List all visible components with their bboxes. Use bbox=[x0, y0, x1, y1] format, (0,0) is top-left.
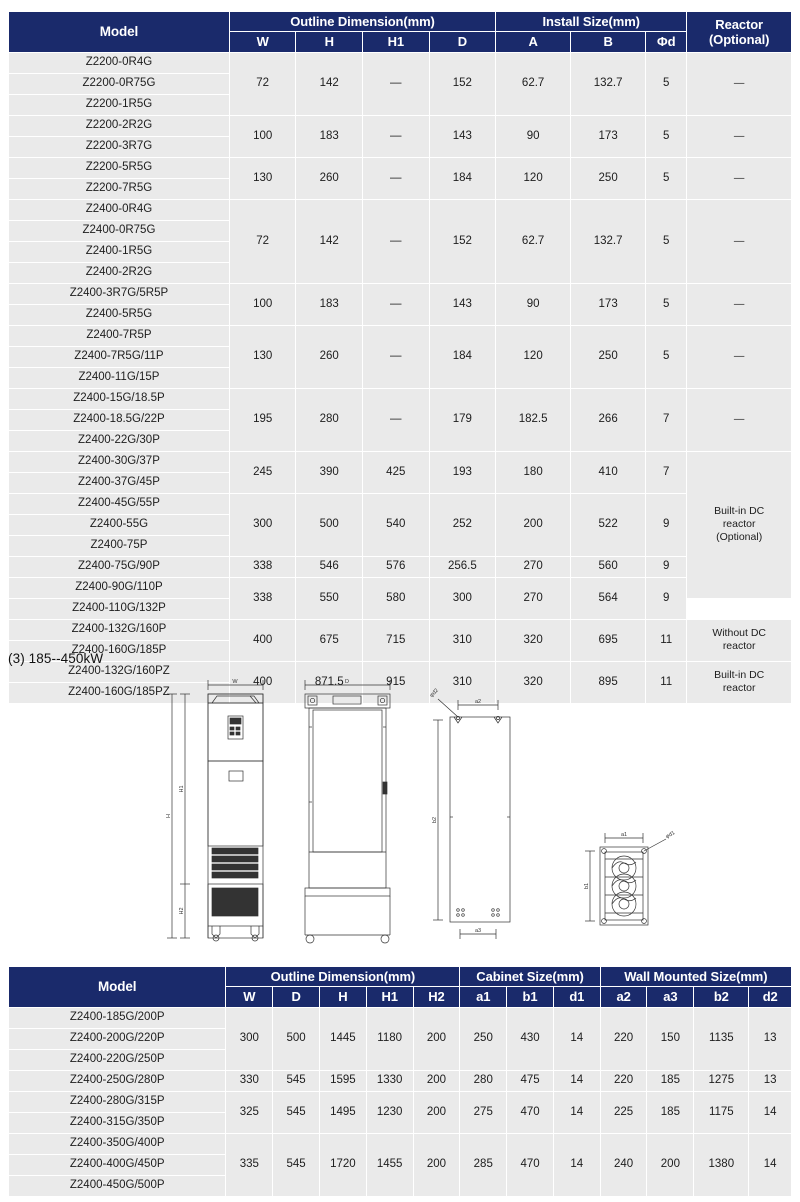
header-group-outline: Outline Dimension(mm) bbox=[226, 967, 459, 986]
cell-h: 280 bbox=[296, 389, 362, 451]
cell-h1: 715 bbox=[363, 620, 429, 661]
cell-model: Z2400-7R5G/11P bbox=[9, 347, 229, 367]
cell-model: Z2400-55G bbox=[9, 515, 229, 535]
cell-phid: 11 bbox=[646, 620, 686, 661]
cell-h1: — bbox=[363, 116, 429, 157]
cell-h: 675 bbox=[296, 620, 362, 661]
header-col-h1: H1 bbox=[367, 987, 413, 1006]
header-group-outline: Outline Dimension(mm) bbox=[230, 12, 495, 31]
cell-b2: 1380 bbox=[694, 1134, 748, 1196]
cell-phid: 5 bbox=[646, 284, 686, 325]
label-front-w: W bbox=[232, 679, 238, 685]
cell-h: 500 bbox=[296, 494, 362, 556]
cell-reactor: — bbox=[687, 200, 791, 283]
cell-b: 895 bbox=[571, 662, 645, 703]
cell-h1: 1330 bbox=[367, 1071, 413, 1091]
cell-model: Z2400-350G/400P bbox=[9, 1134, 225, 1154]
cell-reactor: — bbox=[687, 116, 791, 157]
header-col-d: D bbox=[273, 987, 319, 1006]
cell-d: 179 bbox=[430, 389, 496, 451]
cell-w: 335 bbox=[226, 1134, 272, 1196]
cell-h: 871.5 bbox=[296, 662, 362, 703]
cell-b: 266 bbox=[571, 389, 645, 451]
table-row bbox=[9, 1008, 791, 1028]
cell-phid: 5 bbox=[646, 200, 686, 283]
cell-w: 100 bbox=[230, 284, 296, 325]
mechanical-drawing bbox=[150, 672, 710, 960]
cell-a1: 250 bbox=[460, 1008, 506, 1070]
cell-b: 695 bbox=[571, 620, 645, 661]
table-row bbox=[9, 452, 791, 472]
cell-phid: 11 bbox=[646, 662, 686, 703]
label-front-h: H bbox=[166, 814, 172, 818]
cell-model: Z2400-11G/15P bbox=[9, 368, 229, 388]
cell-w: 245 bbox=[230, 452, 296, 493]
cell-phid: 5 bbox=[646, 116, 686, 157]
header-reactor bbox=[687, 12, 791, 52]
header-col-w: W bbox=[226, 987, 272, 1006]
cell-h: 1445 bbox=[320, 1008, 366, 1070]
cell-reactor-line: reactor bbox=[722, 640, 756, 653]
header-model: Model bbox=[9, 967, 225, 1007]
cell-b: 250 bbox=[571, 158, 645, 199]
cell-a2: 240 bbox=[601, 1134, 647, 1196]
cell-a: 180 bbox=[496, 452, 570, 493]
label-base-a1: a1 bbox=[620, 832, 628, 838]
cell-w: 338 bbox=[230, 557, 296, 577]
cell-d: 184 bbox=[430, 326, 496, 388]
cell-d1: 14 bbox=[554, 1008, 600, 1070]
cell-h: 183 bbox=[296, 116, 362, 157]
cell-d: 193 bbox=[430, 452, 496, 493]
label-wall-a2: a2 bbox=[474, 699, 482, 705]
header-col-h1: H1 bbox=[363, 32, 429, 51]
cell-model: Z2400-250G/280P bbox=[9, 1071, 225, 1091]
table-row bbox=[9, 389, 791, 409]
cell-d: 310 bbox=[430, 662, 496, 703]
header-col-h2: H2 bbox=[414, 987, 460, 1006]
cell-model: Z2400-1R5G bbox=[9, 242, 229, 262]
header-reactor-line2: (Optional) bbox=[708, 31, 770, 47]
cell-h1: — bbox=[363, 200, 429, 283]
table-row bbox=[9, 158, 791, 178]
cell-h: 1595 bbox=[320, 1071, 366, 1091]
cell-a: 270 bbox=[496, 578, 570, 619]
cell-d1: 14 bbox=[554, 1092, 600, 1133]
cell-w: 72 bbox=[230, 53, 296, 115]
cell-phid: 5 bbox=[646, 158, 686, 199]
cell-d: 252 bbox=[430, 494, 496, 556]
header-col-a2: a2 bbox=[601, 987, 647, 1006]
header-col-h: H bbox=[320, 987, 366, 1006]
table-head bbox=[9, 967, 791, 1007]
cell-h2: 200 bbox=[414, 1008, 460, 1070]
cell-reactor-line: reactor bbox=[722, 518, 756, 531]
cell-b: 410 bbox=[571, 452, 645, 493]
header-model: Model bbox=[9, 12, 229, 52]
header-col-d1: d1 bbox=[554, 987, 600, 1006]
table-row bbox=[9, 326, 791, 346]
cell-model: Z2400-185G/200P bbox=[9, 1008, 225, 1028]
cell-d2: 14 bbox=[749, 1092, 791, 1133]
cell-phid: 5 bbox=[646, 53, 686, 115]
cell-h1: 1230 bbox=[367, 1092, 413, 1133]
wall-mount-view bbox=[433, 699, 510, 939]
cell-model: Z2400-220G/250P bbox=[9, 1050, 225, 1070]
table-row bbox=[9, 578, 791, 598]
header-col-b: B bbox=[571, 32, 645, 51]
cell-reactor-line: Without DC bbox=[712, 627, 766, 640]
cell-phid: 9 bbox=[646, 578, 686, 619]
cell-w: 300 bbox=[230, 494, 296, 556]
label-base-d1: φd1 bbox=[664, 830, 677, 841]
header-col-a3: a3 bbox=[647, 987, 693, 1006]
cell-h: 260 bbox=[296, 326, 362, 388]
cell-d: 300 bbox=[430, 578, 496, 619]
table-head bbox=[9, 12, 791, 52]
table-row bbox=[9, 494, 791, 514]
cell-a2: 225 bbox=[601, 1092, 647, 1133]
cell-a: 270 bbox=[496, 557, 570, 577]
cell-b1: 475 bbox=[507, 1071, 553, 1091]
cell-b: 132.7 bbox=[571, 53, 645, 115]
cell-model: Z2400-110G/132P bbox=[9, 599, 229, 619]
cell-h: 1720 bbox=[320, 1134, 366, 1196]
cell-d: 545 bbox=[273, 1134, 319, 1196]
cell-model: Z2400-7R5P bbox=[9, 326, 229, 346]
cell-d1: 14 bbox=[554, 1071, 600, 1091]
cell-model: Z2400-400G/450P bbox=[9, 1155, 225, 1175]
cell-b: 522 bbox=[571, 494, 645, 556]
cell-a2: 220 bbox=[601, 1071, 647, 1091]
cell-w: 330 bbox=[226, 1071, 272, 1091]
cell-h1: — bbox=[363, 158, 429, 199]
table-row bbox=[9, 53, 791, 73]
cell-a1: 285 bbox=[460, 1134, 506, 1196]
cell-model: Z2400-160G/185PZ bbox=[9, 683, 229, 703]
dimension-table-lower bbox=[8, 966, 792, 1197]
header-col-d2: d2 bbox=[749, 987, 791, 1006]
cell-d: 152 bbox=[430, 53, 496, 115]
cell-a3: 185 bbox=[647, 1071, 693, 1091]
cell-d: 143 bbox=[430, 284, 496, 325]
label-side-d: D bbox=[345, 679, 349, 685]
cell-a: 62.7 bbox=[496, 53, 570, 115]
cell-a: 320 bbox=[496, 662, 570, 703]
dimension-table-upper bbox=[8, 11, 792, 704]
table-row bbox=[9, 1071, 791, 1091]
cell-model: Z2400-315G/350P bbox=[9, 1113, 225, 1133]
cell-h1: — bbox=[363, 53, 429, 115]
cell-reactor-line: Built-in DC bbox=[714, 504, 765, 517]
cell-model: Z2400-90G/110P bbox=[9, 578, 229, 598]
cell-d2: 13 bbox=[749, 1008, 791, 1070]
cell-b2: 1275 bbox=[694, 1071, 748, 1091]
cell-w: 130 bbox=[230, 326, 296, 388]
cell-w: 300 bbox=[226, 1008, 272, 1070]
cell-a3: 185 bbox=[647, 1092, 693, 1133]
cell-model: Z2200-3R7G bbox=[9, 137, 229, 157]
cell-model: Z2400-200G/220P bbox=[9, 1029, 225, 1049]
header-row-1 bbox=[9, 12, 791, 31]
header-col-d: D bbox=[430, 32, 496, 51]
label-front-h1: H1 bbox=[179, 785, 185, 793]
cell-h: 546 bbox=[296, 557, 362, 577]
cell-b: 564 bbox=[571, 578, 645, 619]
cell-reactor: — bbox=[687, 389, 791, 451]
cell-model: Z2200-0R4G bbox=[9, 53, 229, 73]
cell-h2: 200 bbox=[414, 1092, 460, 1133]
side-view bbox=[305, 680, 390, 943]
cell-h2: 200 bbox=[414, 1071, 460, 1091]
cell-a: 90 bbox=[496, 116, 570, 157]
cell-b: 132.7 bbox=[571, 200, 645, 283]
cell-a: 200 bbox=[496, 494, 570, 556]
cell-h1: — bbox=[363, 389, 429, 451]
cell-reactor-line: reactor bbox=[722, 682, 756, 695]
cell-a: 90 bbox=[496, 284, 570, 325]
table-row bbox=[9, 1134, 791, 1154]
cell-w: 130 bbox=[230, 158, 296, 199]
cell-h1: 1455 bbox=[367, 1134, 413, 1196]
cell-reactor: — bbox=[687, 284, 791, 325]
cell-a1: 280 bbox=[460, 1071, 506, 1091]
cell-h: 260 bbox=[296, 158, 362, 199]
cell-d: 256.5 bbox=[430, 557, 496, 577]
cell-model: Z2400-75G/90P bbox=[9, 557, 229, 577]
cell-h: 142 bbox=[296, 200, 362, 283]
cell-b2: 1135 bbox=[694, 1008, 748, 1070]
fan-base-view bbox=[585, 833, 666, 925]
cell-model: Z2400-0R4G bbox=[9, 200, 229, 220]
cell-b1: 470 bbox=[507, 1134, 553, 1196]
cell-model: Z2400-280G/315P bbox=[9, 1092, 225, 1112]
table-row bbox=[9, 116, 791, 136]
header-reactor-line1: Reactor bbox=[715, 16, 764, 32]
header-group-install: Install Size(mm) bbox=[496, 12, 686, 31]
cell-a: 120 bbox=[496, 326, 570, 388]
cell-model: Z2400-37G/45P bbox=[9, 473, 229, 493]
cell-model: Z2400-450G/500P bbox=[9, 1176, 225, 1196]
cell-reactor bbox=[687, 452, 791, 598]
cell-h: 550 bbox=[296, 578, 362, 619]
table-row bbox=[9, 1092, 791, 1112]
cell-reactor-line: (Optional) bbox=[716, 531, 763, 544]
label-base-b1: b1 bbox=[584, 882, 590, 890]
header-group-wall: Wall Mounted Size(mm) bbox=[601, 967, 791, 986]
table-row bbox=[9, 557, 791, 577]
cell-d: 143 bbox=[430, 116, 496, 157]
cell-model: Z2400-45G/55P bbox=[9, 494, 229, 514]
cell-d: 310 bbox=[430, 620, 496, 661]
cell-model: Z2400-132G/160PZ bbox=[9, 662, 229, 682]
cell-d: 545 bbox=[273, 1092, 319, 1133]
cell-a1: 275 bbox=[460, 1092, 506, 1133]
header-row-1 bbox=[9, 967, 791, 986]
cell-h1: — bbox=[363, 326, 429, 388]
cell-w: 72 bbox=[230, 200, 296, 283]
cell-model: Z2200-0R75G bbox=[9, 74, 229, 94]
cell-h1: 1180 bbox=[367, 1008, 413, 1070]
label-wall-a3: a3 bbox=[474, 928, 482, 934]
cell-a: 182.5 bbox=[496, 389, 570, 451]
table-body bbox=[9, 1008, 791, 1196]
cell-d: 184 bbox=[430, 158, 496, 199]
cell-b: 560 bbox=[571, 557, 645, 577]
header-col-a: A bbox=[496, 32, 570, 51]
cell-w: 325 bbox=[226, 1092, 272, 1133]
cell-d1: 14 bbox=[554, 1134, 600, 1196]
cell-model: Z2400-30G/37P bbox=[9, 452, 229, 472]
cell-b: 250 bbox=[571, 326, 645, 388]
cell-reactor-line: Built-in DC bbox=[714, 669, 765, 682]
cell-h1: 540 bbox=[363, 494, 429, 556]
cell-model: Z2400-3R7G/5R5P bbox=[9, 284, 229, 304]
section-title: (3) 185--450kW bbox=[8, 651, 104, 666]
cell-phid: 7 bbox=[646, 389, 686, 451]
cell-reactor bbox=[687, 620, 791, 661]
header-col-h: H bbox=[296, 32, 362, 51]
cell-model: Z2400-132G/160P bbox=[9, 620, 229, 640]
header-group-cabinet: Cabinet Size(mm) bbox=[460, 967, 599, 986]
cell-h: 142 bbox=[296, 53, 362, 115]
cell-b1: 430 bbox=[507, 1008, 553, 1070]
header-col-a1: a1 bbox=[460, 987, 506, 1006]
cell-b2: 1175 bbox=[694, 1092, 748, 1133]
cell-phid: 7 bbox=[646, 452, 686, 493]
cell-a: 320 bbox=[496, 620, 570, 661]
cell-model: Z2400-0R75G bbox=[9, 221, 229, 241]
cell-model: Z2400-5R5G bbox=[9, 305, 229, 325]
cell-model: Z2200-7R5G bbox=[9, 179, 229, 199]
cell-a: 62.7 bbox=[496, 200, 570, 283]
cell-h1: 576 bbox=[363, 557, 429, 577]
front-view bbox=[167, 680, 263, 941]
cell-h: 390 bbox=[296, 452, 362, 493]
header-col-b1: b1 bbox=[507, 987, 553, 1006]
cell-a3: 200 bbox=[647, 1134, 693, 1196]
cell-h2: 200 bbox=[414, 1134, 460, 1196]
cell-b: 173 bbox=[571, 116, 645, 157]
cell-h1: 580 bbox=[363, 578, 429, 619]
cell-h: 183 bbox=[296, 284, 362, 325]
cell-model: Z2400-15G/18.5P bbox=[9, 389, 229, 409]
cell-phid: 5 bbox=[646, 326, 686, 388]
table-row bbox=[9, 200, 791, 220]
cell-model: Z2400-22G/30P bbox=[9, 431, 229, 451]
cell-model: Z2200-1R5G bbox=[9, 95, 229, 115]
cell-w: 400 bbox=[230, 662, 296, 703]
cell-a2: 220 bbox=[601, 1008, 647, 1070]
cell-model: Z2200-2R2G bbox=[9, 116, 229, 136]
cell-reactor: — bbox=[687, 326, 791, 388]
label-front-h2: H2 bbox=[179, 907, 185, 915]
label-wall-b2: b2 bbox=[432, 816, 438, 824]
cell-h: 1495 bbox=[320, 1092, 366, 1133]
cell-model: Z2400-2R2G bbox=[9, 263, 229, 283]
cell-model: Z2200-5R5G bbox=[9, 158, 229, 178]
cell-model: Z2400-75P bbox=[9, 536, 229, 556]
cell-reactor: — bbox=[687, 158, 791, 199]
cell-h1: 425 bbox=[363, 452, 429, 493]
cell-phid: 9 bbox=[646, 494, 686, 556]
cell-d2: 14 bbox=[749, 1134, 791, 1196]
cell-h1: 915 bbox=[363, 662, 429, 703]
label-wall-d2: φd2 bbox=[428, 687, 440, 699]
header-col-b2: b2 bbox=[694, 987, 748, 1006]
table-row bbox=[9, 620, 791, 640]
cell-phid: 9 bbox=[646, 557, 686, 577]
cell-d: 545 bbox=[273, 1071, 319, 1091]
cell-d2: 13 bbox=[749, 1071, 791, 1091]
cell-w: 100 bbox=[230, 116, 296, 157]
cell-h1: — bbox=[363, 284, 429, 325]
cell-model: Z2400-160G/185P bbox=[9, 641, 229, 661]
cell-b1: 470 bbox=[507, 1092, 553, 1133]
cell-a: 120 bbox=[496, 158, 570, 199]
table-body bbox=[9, 53, 791, 703]
cell-d: 500 bbox=[273, 1008, 319, 1070]
cell-model: Z2400-18.5G/22P bbox=[9, 410, 229, 430]
table-row bbox=[9, 284, 791, 304]
cell-a3: 150 bbox=[647, 1008, 693, 1070]
cell-b: 173 bbox=[571, 284, 645, 325]
cell-reactor: — bbox=[687, 53, 791, 115]
header-col-phid: Φd bbox=[646, 32, 686, 51]
header-col-w: W bbox=[230, 32, 296, 51]
cell-w: 338 bbox=[230, 578, 296, 619]
cell-w: 195 bbox=[230, 389, 296, 451]
cell-d: 152 bbox=[430, 200, 496, 283]
cell-w: 400 bbox=[230, 620, 296, 661]
